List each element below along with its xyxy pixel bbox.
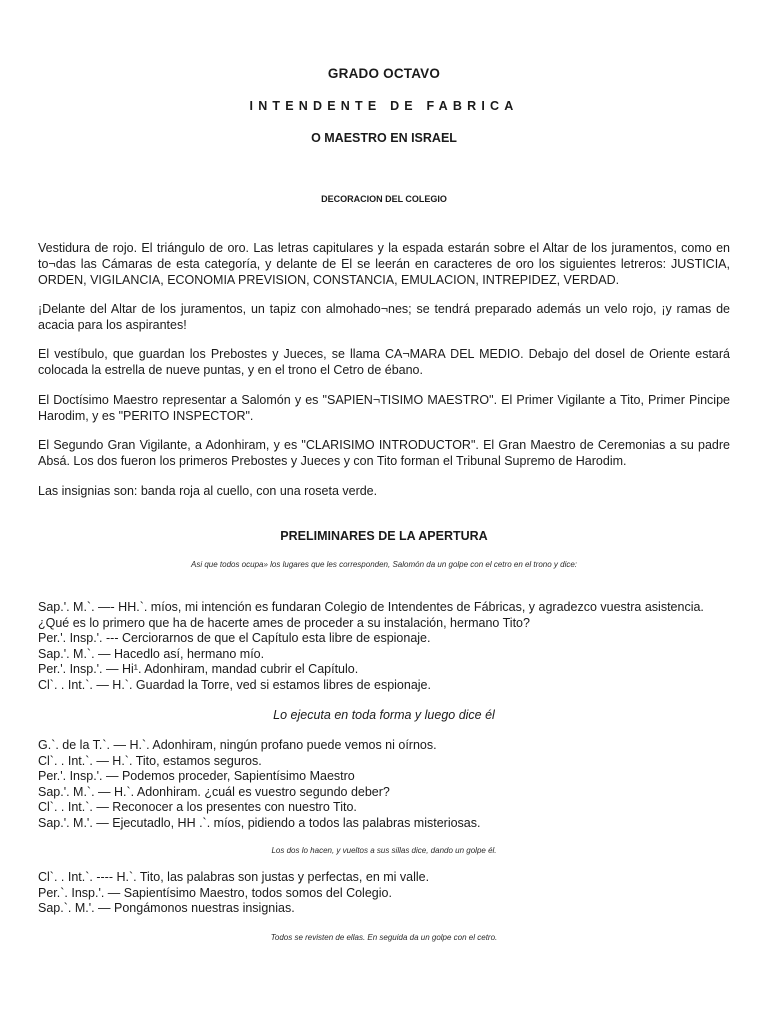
paragraph: Vestidura de rojo. El triángulo de oro. Las letras capitulares y la espada estarán sobre el Altar de los juramentos, como en to¬das las Cámaras de esta categoría, y delante de El se leerán en caracteres de oro los siguientes letreros: JUSTICIA, ORDEN, VIGILANCIA, ECONOMIA PREVISION, CONSTANCIA, EMULACION, INTREPIDEZ, VERDAD. [38, 241, 730, 288]
dialogue-line: Cl`. . Int.`. — H.`. Tito, estamos seguros. [38, 753, 262, 768]
dialogue-line: Sap.'. M.'. — Ejecutadlo, HH .`. míos, pidiendo a todos las palabras misteriosas. [38, 815, 481, 830]
page-subtitle-secondary: O MAESTRO EN ISRAEL [311, 131, 457, 145]
paragraph: El vestíbulo, que guardan los Prebostes y Jueces, se llama CA¬MARA DEL MEDIO. Debajo del dosel de Oriente estará colocada la estrella de nueve puntas, y en el trono el Cetro de ébano. [38, 347, 730, 378]
stage-direction: Los dos lo hacen, y vueltos a sus sillas dice, dando un golpe él. [271, 846, 497, 855]
paragraph: El Segundo Gran Vigilante, a Adonhiram, y es "CLARISIMO INTRODUCTOR". El Gran Maestro de Ceremonias a su padre Absá. Los dos fueron los primeros Prebostes y Jueces y con Tito forman el Tribunal Supremo de Harodim. [38, 438, 730, 469]
dialogue-line: Per.'. Insp.'. — Hi¹. Adonhiram, mandad cubrir el Capítulo. [38, 662, 359, 677]
dialogue-line: Sap.'. M.`. — H.`. Adonhiram. ¿cuál es vuestro segundo deber? [38, 784, 390, 799]
dialogue-line: G.`. de la T.`. — H.`. Adonhiram, ningún profano puede vemos ni oírnos. [38, 738, 437, 752]
stage-direction-italic: Lo ejecuta en toda forma y luego dice él [273, 708, 495, 722]
dialogue-line: Sap.'. M.`. — Hacedlo así, hermano mío. [38, 646, 265, 661]
paragraph: El Doctísimo Maestro representar a Salomón y es "SAPIEN¬TISIMO MAESTRO". El Primer Vigilante a Tito, Primer Pincipe Harodim, y es "PERITO INSPECTOR". [38, 393, 730, 424]
section-heading-decoracion: DECORACION DEL COLEGIO [321, 194, 447, 204]
dialogue-block [38, 600, 730, 694]
dialogue-block [38, 870, 730, 917]
dialogue-line: ¿Qué es lo primero que ha de hacerte ames de proceder a su instalación, hermano Tito? [38, 615, 530, 630]
stage-direction: Todos se revisten de ellas. En seguida da un golpe con el cetro. [270, 933, 498, 942]
dialogue-line: Per.'. Insp.'. — Podemos proceder, Sapientísimo Maestro [38, 769, 355, 784]
page-title: GRADO OCTAVO [327, 66, 441, 81]
dialogue-line: Cl`. . Int.`. — H.`. Guardad la Torre, ved si estamos libres de espionaje. [38, 677, 431, 692]
stage-direction: Asi que todos ocupa» los lugares que les corresponden, Salomón da un golpe con el cetro en el trono y dice: [190, 560, 578, 569]
dialogue-line: Per.`. Insp.'. — Sapientísimo Maestro, todos somos del Colegio. [38, 885, 392, 900]
page-subtitle: INTENDENTE DE FABRICA [249, 99, 519, 113]
dialogue-line: Sap.'. M.`. —- HH.`. míos, mi intención es fundaran Colegio de Intendentes de Fábricas, y agradezco vuestra asistencia. [38, 600, 704, 614]
dialogue-block [38, 738, 730, 832]
dialogue-line: Cl`. . Int.`. ---- H.`. Tito, las palabras son justas y perfectas, en mi valle. [38, 870, 430, 884]
dialogue-line: Cl`. . Int.`. — Reconocer a los presentes con nuestro Tito. [38, 800, 357, 815]
section-heading-preliminares: PRELIMINARES DE LA APERTURA [280, 529, 488, 543]
dialogue-line: Sap.`. M.'. — Pongámonos nuestras insignias. [38, 901, 295, 916]
paragraph: ¡Delante del Altar de los juramentos, un tapiz con almohado¬nes; se tendrá preparado además un velo rojo, ¡y ramas de acacia para los aspirantes! [38, 302, 730, 333]
paragraph: Las insignias son: banda roja al cuello, con una roseta verde. [38, 484, 378, 498]
dialogue-line: Per.'. Insp.'. --- Cerciorarnos de que el Capítulo esta libre de espionaje. [38, 631, 431, 646]
